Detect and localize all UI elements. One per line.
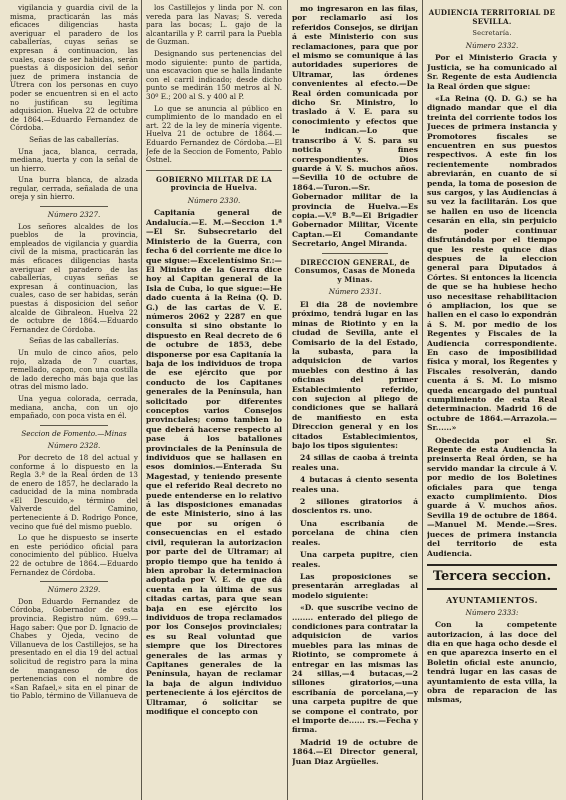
paragraph: Una burra blanca, de alzada regular, cerrada, señalada de una oreja y sin hierro. [10, 175, 138, 202]
paragraph: 2 sillones giratorios á doscientos rs. uno. [292, 497, 418, 516]
column-rule [141, 0, 142, 800]
paragraph: El dia 28 de noviembre próximo, tendrá lugar en las minas de Riotinto y en la ciudad de Sevilla, ante el Comisario de la del Estado, la subasta, para la adquisicion de varios muebles con destino á las oficinas del primer Establecimiento referido, con sujecion al pliego de condiciones que se hallará de manifiesto en esta Direccion general y en los citados Establecimientos, bajo los tipos siguientes: [292, 299, 418, 451]
section-heading: GOBIERNO MILITAR DE LA provincia de Huelva. [156, 174, 272, 193]
paragraph: Una escribanía de porcelana de china cien reales. [292, 518, 418, 547]
notice-number: Número 2333: [465, 607, 519, 617]
section-title: Tercera seccion. [427, 564, 557, 590]
paragraph: Las proposiciones se presentarán arregladas al modelo siguiente: [292, 571, 418, 600]
column-rule [287, 0, 288, 800]
notice-number: Número 2330. [187, 195, 241, 205]
paragraph: Don Eduardo Fernandez de Córdoba, Gobernador de esta provincia. Registro núm. 699.—Hago saber: Que por D. Ignacio de Chabes y Ojeda, vecino de Villanueva de los Castillejos, se ha presentado en el dia 19 del actual solicitud de registro para la mina de manganeso de dos pertenencias con el nombre de «San Rafael,» sita en el pinar de tio Pablo, término de Villanueva de [10, 596, 138, 701]
section-heading: Seccion de Fomento.—Minas [21, 428, 127, 438]
paragraph: «La Reina (Q. D. G.) se ha dignado mandar que el dia treinta del corriente todos los Jueces de primera instancia y Promotores fiscales se encuentren en sus puestos respectivos. A este fin los recientemente nombrados abreviarán, en cuanto de sí penda, la toma de posesion de sus cargos, y las Audiencias á su vez la facilitarán. Los que se hallen en uso de licencia cesarán en ella, sin perjuicio de poder continuar disfrutándola por el tiempo que les reste quince dias despues de la eleccion general para Diputados á Córtes. Si entonces la licencia de que se ha hubiese hecho uso necesitase rehabilitacion ó ampliacion, los que se hallen en el caso lo expondrán á S. M. por medio de los Regentes y Fiscales de la Audiencia correspondiente. En caso de imposibilidad física y moral, los Regentes y Fiscales resolverán, dando cuenta á S. M. Lo mismo queda encargado del puntual cumplimiento de esta Real determinacion. Madrid 16 de octubre de 1864.—Arrazola.—Sr......» [427, 94, 557, 433]
paragraph: Lo que he dispuesto se inserte en este periódico oficial para conocimiento del público. Huelva 22 de octubre de 1864.—Eduardo Fernandez de Córdoba. [10, 533, 138, 577]
column-4 [427, 4, 557, 708]
subheading: Secretaría. [472, 29, 512, 38]
subheading: Señas de las caballerías. [29, 134, 119, 144]
section-heading: DIRECCION GENERAL, de Consumos, Casas de Moneda y Minas. [294, 257, 416, 284]
paragraph: Con la competente autorizacion, á las doce del dia en que haga ocho desde el en que aparezca inserto en el Boletin oficial este anuncio, tendrá lugar en las casas de ayuntamiento de esta villa, la obra de reparacion de las mismas, [427, 620, 557, 705]
paragraph: Una yegua colorada, cerrada, mediana, ancha, con un ojo empañado, con poca vista en él. [10, 393, 138, 421]
section-heading: AYUNTAMIENTOS. [446, 594, 538, 605]
paragraph: Por el Ministerio Gracia y Justicia, se ha comunicado al Sr. Regente de esta Audiencia la Real órden que sigue: [427, 53, 557, 91]
section-heading: AUDIENCIA TERRITORIAL DE SEVILLA. [428, 8, 556, 26]
notice-number: Número 2327. [47, 210, 101, 220]
notice-number: Número 2331. [328, 287, 382, 297]
paragraph: Designando sus pertenencias del modo siguiente: punto de partida, una escavacion que se halla lindante con el carril indicado; desde dicho punto se medirán 150 metros al N. 30º E.; 200 al S. y 400 al P. [146, 48, 282, 101]
column-3 [292, 4, 418, 769]
paragraph: Obedecida por el Sr. Regente de esta Audiencia la preinserta Real órden, se ha servido mandar la circule á V. por medio de los Boletines oficiales para que tenga exacto cumplimiento. Dios guarde á V. muchos años. Sevilla 19 de octubre de 1864.—Manuel M. Mende.—Sres. jueces de primera instancia del territorio de esta Audiencia. [427, 435, 557, 558]
paragraph: vigilancia y guardia civil de la misma, practicarán las más eficaces diligencias hasta averiguar el paradero de los caballerías, cuyas señas se expresan á continuacion, las cuales, caso de ser habidas, serán puestas á disposicion del señor juez de primera instancia de Utrera con los personas en cuyo poder se encuentren si en el acto no justifican su legítima adquisicion. Huelva 22 de octubre de 1864.—Eduardo Fernandez de Córdoba. [10, 4, 138, 133]
divider [40, 581, 108, 582]
paragraph: Por decreto de 18 del actual y conforme á lo dispuesto en la Regla 3.ª de la Real órden de 13 de enero de 1857, he declarado la caducidad de la mina nombrada «El Descuido,» término del Valverde del Camino, perteneciente á D. Rodrigo Ponce, vecino que fué del mismo pueblo. [10, 452, 138, 531]
paragraph: «D. que suscribe vecino de ........ enterado del pliego de condiciones para contratar la adquisicion de varios muebles para las minas de Riotinto, se compromete á entregar en las mismas las 24 sillas,—4 butacas,—2 sillones giratorios,—una escribanía de porcelana,—y una carpeta pupitre de que se compone el contrato, por el importe de...... rs.—Fecha y firma. [292, 603, 418, 735]
paragraph: Una jaca, blanca, cerrada, mediana, tuerta y con la señal de un hierro. [10, 146, 138, 173]
paragraph: Los señores alcaldes de los pueblos de la provincia, empleados de vigilancia y guardia civil de la misma, practicarán las más eficaces diligencias hasta averiguar el paradero de las caballerías, cuyas señas se expresan á continuacion, las cuales, caso de ser habidas, serán puestas á disposicion del señor alcalde de Gibraleon. Huelva 22 de octubre de 1864.—Eduardo Fernandez de Córdoba. [10, 221, 138, 334]
paragraph: Capitanía general de Andalucía.—E. M.—Seccion 1.ª—El Sr. Subsecretario del Ministerio de la Guerra, con fecha 6 del corriente me dice lo que sigue:—Excelentísimo Sr.:—El Ministro de la Guerra dice hoy al Capitan general de la Isla de Cuba, lo que sigue:—He dado cuenta á la Reina (Q. D. G.) de las cartas de V. E. números 2062 y 2287 en que consulta si sino obstante lo dispuesto en Real decreto de 6 de octubre de 1853, debe disponerse por esa Capitanía la baja de los individuos de tropa de ese ejército que por conducto de los Capitanes generales de la Península, han solicitado por diferentes conceptos varios Consejos provinciales; como tambien lo que deberá hacerse respecto al pase á los batallones provinciales de la Península de individuos que se hallasen en esos dominios.—Enterada Su Magestad, y teniendo presente que el referido Real decreto no puede entenderse en lo relativo á las disposiciones emanadas de este Ministerio, sino á las que por su orígen ó consecuencias en el estado civil, requieran la autorizacion por parte del de Ultramar; al propio tiempo que ha tenido á bien aprobar la determinacion adoptada por V. E. de que dá cuenta en la última de sus citadas cartas, para que sean baja en ese ejército los individuos de tropa reclamados por los Consejos provinciales; es su Real voluntad que siempre que los Directores generales de las armas y Capitanes generales de la Península, hayan de reclamar la baja de algun individuo perteneciente á los ejércitos de Ultramar, ó solicitar se modifique el concepto con [146, 208, 282, 716]
divider [146, 170, 282, 171]
divider [40, 425, 108, 426]
notice-number: Número 2328. [47, 441, 101, 451]
notice-number: Número 2332. [465, 40, 519, 50]
paragraph: 24 sillas de caoba á treinta reales una. [292, 453, 418, 472]
column-2 [146, 4, 282, 719]
paragraph: los Castillejos y linda por N. con vereda para las Navas; S. vereda para las bocas; L. gajo de la alcantarilla y P. carril para la Puebla de Guzman. [146, 4, 282, 47]
paragraph: Un mulo de cinco años, pelo rojo, alzada de 7 cuartas, remellado, capon, con una costilla de lado derecho más baja que las otras del mismo lado. [10, 347, 138, 392]
paragraph: 4 butacas á ciento sesenta reales una. [292, 475, 418, 494]
subheading: Señas de las caballerías. [29, 336, 119, 346]
notice-number: Número 2329. [47, 585, 101, 595]
paragraph: Una carpeta pupitre, cien reales. [292, 550, 418, 569]
column-rule [422, 0, 423, 800]
divider [40, 206, 108, 207]
paragraph: Madrid 19 de octubre de 1864.—El Director general, Juan Diaz Argüelles. [292, 737, 418, 766]
paragraph: Lo que se anuncia al público en cumplimiento de lo mandado en el art. 22 de la ley de minería vigente. Huelva 21 de octubre de 1864.—Eduardo Fernandez de Córdoba.—El Jefe de la Seccion de Fomento, Pablo Ostnel. [146, 103, 282, 165]
column-1 [10, 4, 138, 704]
divider [322, 253, 388, 254]
paragraph: mo ingresaron en las filas, por reclamarlo así los referidos Consejos, se dirijan á este Ministerio con sus reclamaciones, para que por el mismo se comunique á las autoridades superiores de Ultramar, las órdenes convenientes al efecto.—De Real órden comunicada por dicho Sr. Ministro, lo traslado á V. E. para su conocimiento y efectos que le indican.—Lo que transcribo á V. S. para su noticia y fines correspondientes. Dios guarde á V. S. muchos años.—Sevilla 10 de octubre de 1864.—Turon.—Sr. Gobernador militar de la provincia de Huelva.—Es copia.—V.º B.º—El Brigadier Gobernador Militar, Vicente Captan.—El Comandante Secretario, Angel Miranda. [292, 4, 418, 249]
